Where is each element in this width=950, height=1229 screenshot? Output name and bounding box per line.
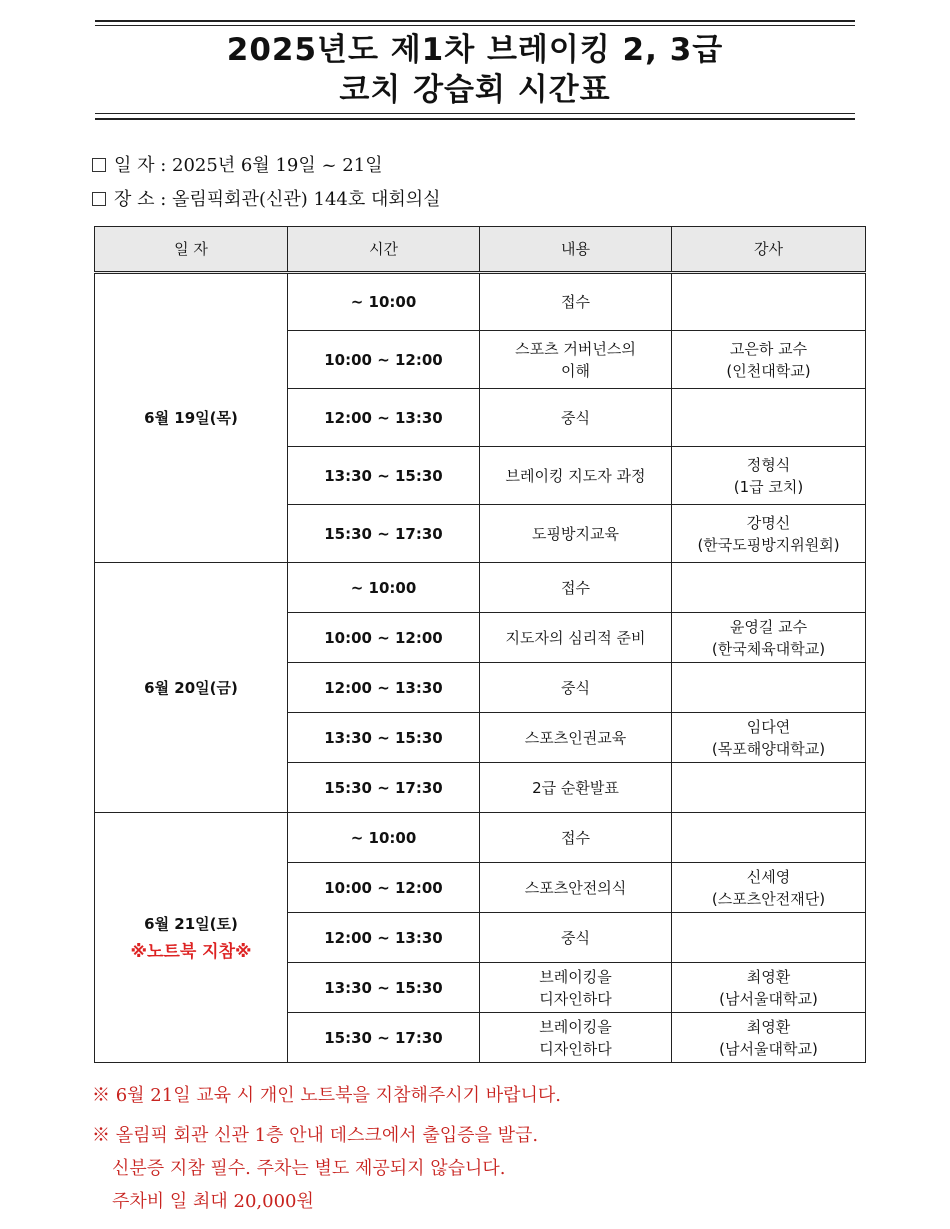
table-body: [95, 273, 866, 1063]
date-cell: [95, 563, 288, 813]
content-cell: 브레이킹 지도자 과정: [480, 447, 672, 505]
time-cell: 15:30 ~ 17:30: [288, 505, 480, 563]
time-cell: 10:00 ~ 12:00: [288, 863, 480, 913]
time-cell: 13:30 ~ 15:30: [288, 447, 480, 505]
table-row: [95, 813, 866, 863]
content-cell: 브레이킹을 디자인하다: [480, 1013, 672, 1063]
table-header-row: [95, 227, 866, 273]
instructor-cell: [672, 273, 866, 331]
header-time: 시간: [288, 227, 480, 273]
header-instructor: 강사: [672, 227, 866, 273]
content-cell: 접수: [480, 563, 672, 613]
page-subtitle: 코치 강습회 시간표: [339, 72, 611, 108]
content-cell: 브레이킹을 디자인하다: [480, 963, 672, 1013]
bottom-rule: [95, 118, 855, 120]
checkbox-icon: [92, 192, 106, 206]
bottom-rule-thin: [95, 113, 855, 114]
instructor-cell: 최영환 (남서울대학교): [672, 963, 866, 1013]
instructor-cell: 임다연 (목포해양대학교): [672, 713, 866, 763]
page-title: 2025년도 제1차 브레이킹 2, 3급: [226, 32, 724, 68]
content-cell: 중식: [480, 389, 672, 447]
footer-note-2: ※ 올림픽 회관 신관 1층 안내 데스크에서 출입증을 발급.: [92, 1125, 539, 1146]
footer-note-1: ※ 6월 21일 교육 시 개인 노트북을 지참해주시기 바랍니다.: [92, 1085, 561, 1106]
header-date: 일 자: [95, 227, 288, 273]
content-cell: 스포츠안전의식: [480, 863, 672, 913]
content-cell: 접수: [480, 273, 672, 331]
instructor-cell: 정형식 (1급 코치): [672, 447, 866, 505]
content-cell: 접수: [480, 813, 672, 863]
instructor-cell: [672, 763, 866, 813]
info-date-text: 일 자 : 2025년 6월 19일 ~ 21일: [114, 155, 383, 176]
time-cell: 10:00 ~ 12:00: [288, 613, 480, 663]
date-text: 6월 20일(금): [144, 678, 238, 697]
content-cell: 중식: [480, 663, 672, 713]
time-cell: 10:00 ~ 12:00: [288, 331, 480, 389]
instructor-cell: [672, 563, 866, 613]
instructor-cell: 고은하 교수 (인천대학교): [672, 331, 866, 389]
schedule-table: [94, 226, 866, 1063]
instructor-cell: [672, 389, 866, 447]
content-cell: 스포츠인권교육: [480, 713, 672, 763]
table-row: [95, 563, 866, 613]
footer-note-3: 신분증 지참 필수. 주차는 별도 제공되지 않습니다.: [112, 1158, 506, 1179]
instructor-cell: 강명신 (한국도핑방지위원회): [672, 505, 866, 563]
instructor-cell: [672, 813, 866, 863]
laptop-note: ※노트북 지참※: [130, 941, 252, 962]
content-cell: 도핑방지교육: [480, 505, 672, 563]
top-rule-thin: [95, 25, 855, 26]
info-place: [92, 188, 441, 212]
time-cell: 12:00 ~ 13:30: [288, 913, 480, 963]
content-cell: 2급 순환발표: [480, 763, 672, 813]
info-place-text: 장 소 : 올림픽회관(신관) 144호 대회의실: [114, 189, 441, 210]
time-cell: 12:00 ~ 13:30: [288, 389, 480, 447]
content-cell: 중식: [480, 913, 672, 963]
time-cell: 12:00 ~ 13:30: [288, 663, 480, 713]
instructor-cell: [672, 663, 866, 713]
instructor-cell: [672, 913, 866, 963]
time-cell: 15:30 ~ 17:30: [288, 763, 480, 813]
top-rule: [95, 20, 855, 22]
date-text: 6월 19일(목): [144, 409, 238, 427]
info-date: [92, 154, 383, 178]
date-cell: [95, 813, 288, 1063]
time-cell: ~ 10:00: [288, 813, 480, 863]
content-cell: 지도자의 심리적 준비: [480, 613, 672, 663]
instructor-cell: 윤영길 교수 (한국체육대학교): [672, 613, 866, 663]
date-text: 6월 21일(토): [144, 914, 238, 933]
footer-note-4: 주차비 일 최대 20,000원: [112, 1191, 314, 1212]
instructor-cell: 최영환 (남서울대학교): [672, 1013, 866, 1063]
instructor-cell: 신세영 (스포츠안전재단): [672, 863, 866, 913]
content-cell: 스포츠 거버넌스의 이해: [480, 331, 672, 389]
time-cell: ~ 10:00: [288, 273, 480, 331]
time-cell: 13:30 ~ 15:30: [288, 713, 480, 763]
time-cell: 15:30 ~ 17:30: [288, 1013, 480, 1063]
date-cell: [95, 273, 288, 563]
table-row: [95, 273, 866, 331]
time-cell: 13:30 ~ 15:30: [288, 963, 480, 1013]
checkbox-icon: [92, 158, 106, 172]
header-content: 내용: [480, 227, 672, 273]
time-cell: ~ 10:00: [288, 563, 480, 613]
